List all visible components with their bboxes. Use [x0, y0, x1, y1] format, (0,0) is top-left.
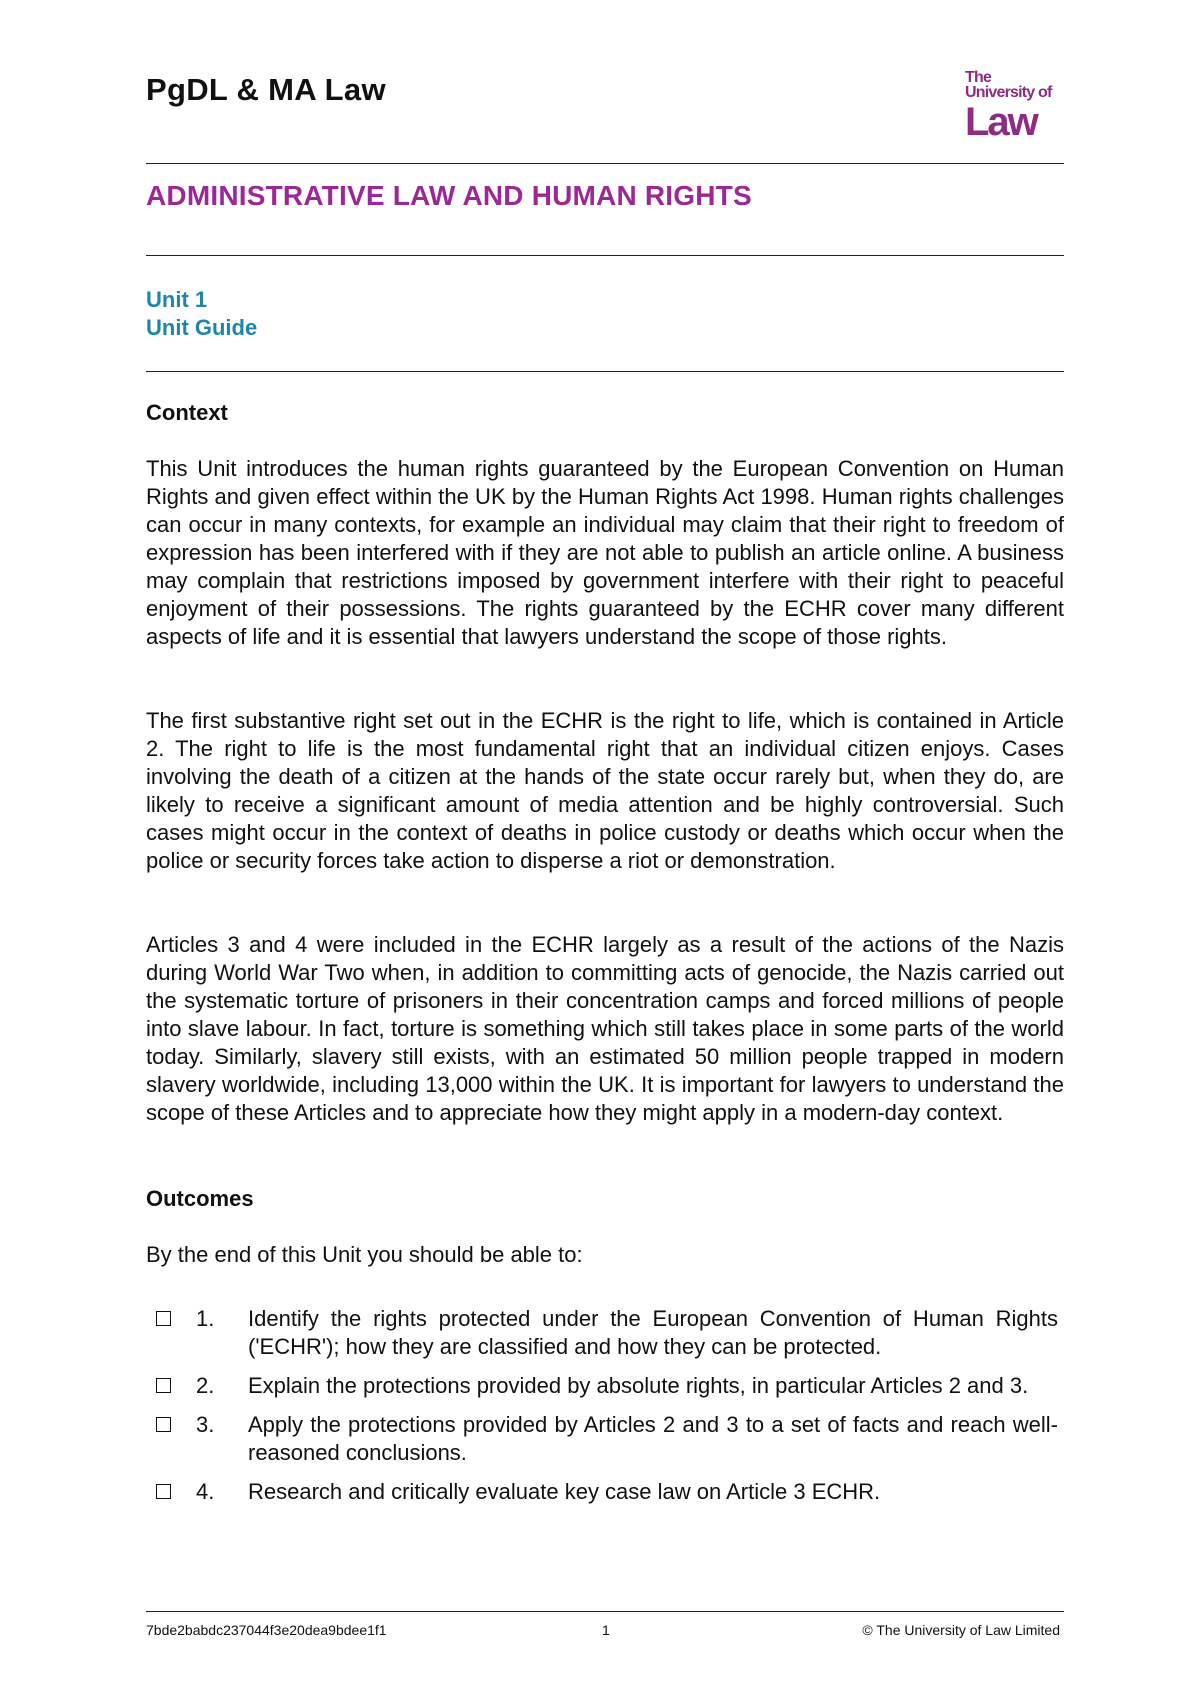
copyright-notice: © The University of Law Limited: [862, 1622, 1060, 1638]
outcome-text: Apply the protections provided by Articles 2 and 3 to a set of facts and reach well-reasoned conclusions.: [248, 1412, 1058, 1465]
unit-number: Unit 1: [146, 287, 208, 312]
checkbox-icon[interactable]: [156, 1417, 171, 1432]
programme-title: PgDL & MA Law: [146, 72, 386, 107]
outcome-text: Identify the rights protected under the European Convention of Human Rights ('ECHR'); how they are classified and how they can be protected.: [248, 1306, 1058, 1359]
unit-divider: [146, 371, 1064, 372]
outcomes-intro: By the end of this Unit you should be able to:: [146, 1242, 583, 1267]
unit-heading: [146, 286, 257, 342]
university-logo: [965, 70, 1060, 146]
checkbox-icon[interactable]: [156, 1311, 171, 1326]
outcome-item: [146, 1478, 1064, 1506]
checkbox-icon[interactable]: [156, 1484, 171, 1499]
outcomes-heading: Outcomes: [146, 1186, 254, 1211]
outcome-text: Explain the protections provided by absolute rights, in particular Articles 2 and 3.: [248, 1373, 1029, 1398]
context-paragraph: Articles 3 and 4 were included in the ECHR largely as a result of the actions of the Nazis during World War Two when, in addition to committing acts of genocide, the Nazis carried out the systematic torture of prisoners in their concentration camps and forced millions of people into slave labour. In fact, torture is something which still takes place in some parts of the world today. Similarly, slavery still exists, with an estimated 50 million people trapped in modern slavery worldwide, including 13,000 within the UK. It is important for lawyers to understand the scope of these Articles and to appreciate how they might apply in a modern-day context.: [146, 932, 1064, 1125]
outcome-number: 4.: [196, 1479, 215, 1504]
unit-subtitle: Unit Guide: [146, 315, 258, 340]
context-paragraph: This Unit introduces the human rights guaranteed by the European Convention on Human Rights and given effect within the UK by the Human Rights Act 1998. Human rights challenges can occur in many contexts, for example an individual may claim that their right to freedom of expression has been interfered with if they are not able to publish an article online. A business may complain that restrictions imposed by government interfere with their right to peaceful enjoyment of their possessions. The rights guaranteed by the ECHR cover many different aspects of life and it is essential that lawyers understand the scope of those rights.: [146, 456, 1064, 649]
outcome-item: [146, 1411, 1064, 1467]
logo-line-university-of: University of: [965, 84, 1052, 101]
outcome-number: 2.: [196, 1373, 215, 1398]
outcomes-list: [146, 1305, 1064, 1517]
checkbox-icon[interactable]: [156, 1378, 171, 1393]
header-divider: [146, 163, 1064, 164]
page-header: [146, 70, 1064, 150]
footer-divider: [146, 1611, 1064, 1612]
logo-line-law: Law: [965, 100, 1037, 144]
page-number: 1: [602, 1622, 610, 1638]
module-title: ADMINISTRATIVE LAW AND HUMAN RIGHTS: [146, 180, 752, 211]
document-id: 7bde2babdc237044f3e20dea9bdee1f1: [146, 1622, 387, 1638]
document-page: [146, 0, 1064, 1696]
logo-line-the: The: [965, 69, 992, 86]
outcome-item: [146, 1305, 1064, 1361]
context-heading: Context: [146, 400, 228, 425]
title-divider: [146, 255, 1064, 256]
outcome-text: Research and critically evaluate key case law on Article 3 ECHR.: [248, 1479, 881, 1504]
outcome-item: [146, 1372, 1064, 1400]
context-paragraph: The first substantive right set out in the ECHR is the right to life, which is contained in Article 2. The right to life is the most fundamental right that an individual citizen enjoys. Cases involving the death of a citizen at the hands of the state occur rarely but, when they do, are likely to receive a significant amount of media attention and be highly controversial. Such cases might occur in the context of deaths in police custody or deaths which occur when the police or security forces take action to disperse a riot or demonstration.: [146, 708, 1064, 873]
outcome-number: 3.: [196, 1412, 215, 1437]
outcome-number: 1.: [196, 1306, 215, 1331]
